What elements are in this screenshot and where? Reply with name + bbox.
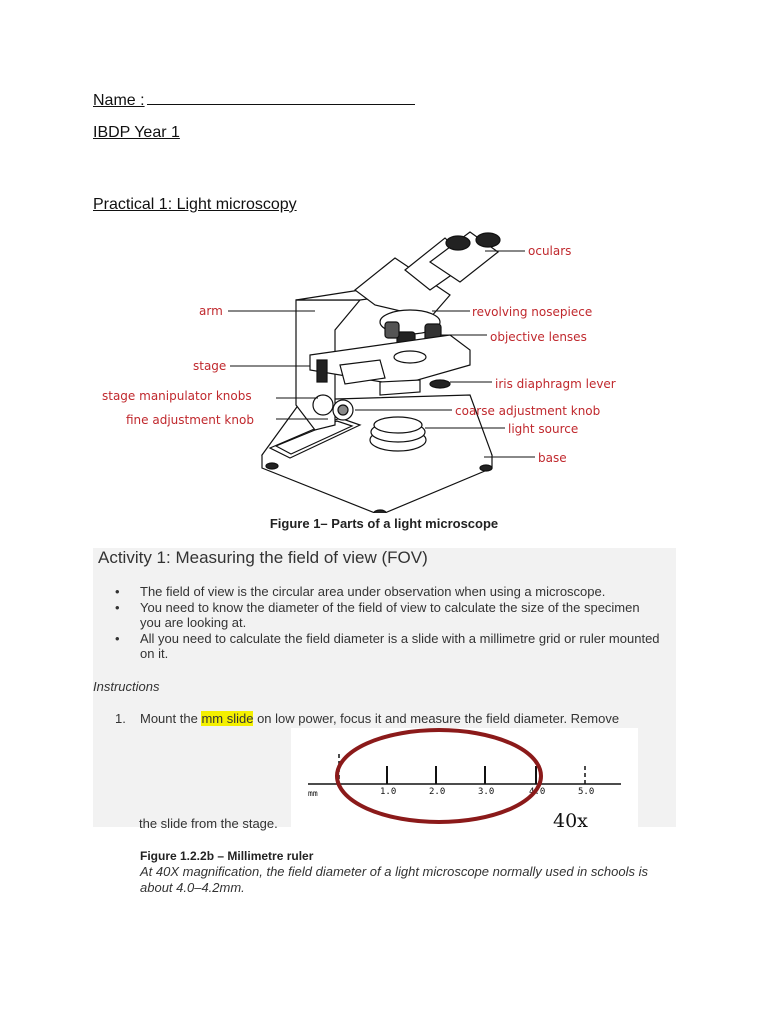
practical-heading: Practical 1: Light microscopy	[93, 196, 297, 213]
magnification-label: 40x	[553, 810, 588, 828]
step1-highlight: mm slide	[201, 711, 254, 726]
year-heading: IBDP Year 1	[93, 124, 180, 141]
name-blank	[147, 88, 415, 105]
step-number: 1.	[115, 711, 126, 726]
label-objective-lenses: objective lenses	[490, 330, 587, 344]
step1-continuation: the slide from the stage.	[139, 816, 278, 831]
bullet-item: • You need to know the diameter of the field of view to calculate the size of the specimen you are looking at.	[115, 600, 660, 630]
label-oculars: oculars	[528, 244, 572, 258]
step1-text-pre: Mount the	[140, 711, 202, 726]
label-revolving-nosepiece: revolving nosepiece	[472, 305, 593, 319]
bullet-item: • All you need to calculate the field diameter is a slide with a millimetre grid or ruler mounted on it.	[115, 631, 660, 661]
label-arm: arm	[199, 304, 223, 318]
field-of-view-circle	[337, 730, 541, 822]
label-coarse-adjustment-knob: coarse adjustment knob	[455, 404, 601, 418]
ruler-tick-label: 5.0	[578, 787, 595, 797]
ruler-tick-label: 2.0	[429, 787, 446, 797]
activity-bullets	[115, 584, 660, 662]
label-stage: stage	[193, 359, 227, 373]
instructions-heading: Instructions	[93, 679, 160, 694]
ruler-tick-label: 4.0	[529, 787, 546, 797]
millimetre-ruler-figure	[291, 728, 638, 828]
name-line	[93, 88, 415, 110]
label-base: base	[538, 451, 567, 465]
ruler-tick-label: 1.0	[380, 787, 397, 797]
step-1	[115, 711, 675, 726]
ruler-unit: mm	[308, 789, 318, 798]
figure12-caption: Figure 1.2.2b – Millimetre ruler	[140, 849, 314, 863]
bullet-item: • The field of view is the circular area under observation when using a microscope.	[115, 584, 660, 599]
label-stage-manipulator-knobs: stage manipulator knobs	[102, 389, 252, 403]
label-fine-adjustment-knob: fine adjustment knob	[126, 413, 254, 427]
step1-text-post: on low power, focus it and measure the field diameter. Remove	[253, 711, 620, 726]
ruler-tick-label: 3.0	[478, 787, 495, 797]
name-label: Name :	[93, 92, 145, 109]
label-light-source: light source	[508, 422, 579, 436]
microscope-diagram	[0, 228, 768, 513]
figure12-description: At 40X magnification, the field diameter of a light microscope normally used in schools is about 4.0–4.2mm.	[140, 864, 648, 895]
label-iris-diaphragm-lever: iris diaphragm lever	[495, 377, 616, 391]
figure1-caption: Figure 1– Parts of a light microscope	[269, 516, 499, 531]
activity-title: Activity 1: Measuring the field of view (FOV)	[98, 548, 428, 567]
